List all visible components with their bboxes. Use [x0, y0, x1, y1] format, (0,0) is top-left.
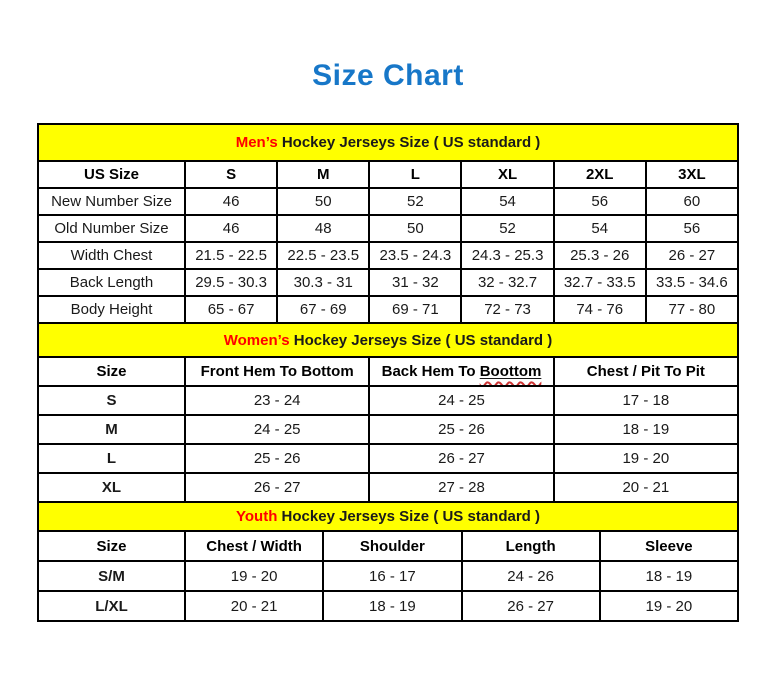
table-row [38, 444, 738, 473]
size-value-cell: 18 - 19 [323, 591, 461, 621]
size-value-cell: 74 - 76 [554, 296, 646, 323]
size-value-cell: 25 - 26 [369, 415, 553, 444]
column-header: Chest / Pit To Pit [554, 357, 738, 386]
size-value-cell: 54 [554, 215, 646, 242]
column-header: 2XL [554, 161, 646, 188]
size-value-cell: 16 - 17 [323, 561, 461, 591]
column-header: XL [461, 161, 553, 188]
section-title-accent: Youth [236, 508, 278, 525]
table-row [38, 215, 738, 242]
section-title-rest: Hockey Jerseys Size ( US standard ) [277, 508, 540, 525]
size-value-cell: 30.3 - 31 [277, 269, 369, 296]
size-value-cell: 26 - 27 [185, 473, 369, 502]
spellcheck-squiggle: Boottom [479, 363, 542, 380]
size-value-cell: 26 - 27 [646, 242, 738, 269]
size-value-cell: 67 - 69 [277, 296, 369, 323]
size-value-cell: 19 - 20 [600, 591, 738, 621]
size-value-cell: 19 - 20 [185, 561, 323, 591]
section-title-accent: Men’s [235, 134, 278, 151]
size-value-cell: 60 [646, 188, 738, 215]
table-womens [37, 322, 739, 503]
row-label: L [38, 444, 185, 473]
size-value-cell: 50 [277, 188, 369, 215]
size-value-cell: 56 [554, 188, 646, 215]
row-label: Old Number Size [38, 215, 185, 242]
column-header: Shoulder [323, 531, 461, 561]
size-value-cell: 27 - 28 [369, 473, 553, 502]
section-title-mens [38, 124, 738, 161]
size-value-cell: 50 [369, 215, 461, 242]
size-value-cell: 26 - 27 [462, 591, 600, 621]
size-value-cell: 21.5 - 22.5 [185, 242, 277, 269]
section-title-rest: Hockey Jerseys Size ( US standard ) [289, 331, 553, 349]
section-band-row-youth [38, 502, 738, 531]
size-value-cell: 65 - 67 [185, 296, 277, 323]
size-value-cell: 25.3 - 26 [554, 242, 646, 269]
size-value-cell: 17 - 18 [554, 386, 738, 415]
size-tables-container [37, 123, 739, 622]
size-value-cell: 20 - 21 [554, 473, 738, 502]
table-row [38, 591, 738, 621]
column-header: Size [38, 357, 185, 386]
column-header: M [277, 161, 369, 188]
size-value-cell: 23.5 - 24.3 [369, 242, 461, 269]
size-value-cell: 24 - 26 [462, 561, 600, 591]
table-row [38, 269, 738, 296]
table-row [38, 561, 738, 591]
size-value-cell: 46 [185, 188, 277, 215]
row-label: Width Chest [38, 242, 185, 269]
header-row-mens [38, 161, 738, 188]
misspelled-word [480, 363, 542, 380]
size-value-cell: 69 - 71 [369, 296, 461, 323]
row-label: Back Length [38, 269, 185, 296]
size-value-cell: 25 - 26 [185, 444, 369, 473]
table-youth [37, 501, 739, 622]
row-label: M [38, 415, 185, 444]
section-title-accent: Women’s [223, 331, 290, 349]
column-header: Back Hem To Boottom [369, 357, 553, 386]
column-header: S [185, 161, 277, 188]
column-header: Size [38, 531, 185, 561]
size-value-cell: 26 - 27 [369, 444, 553, 473]
header-row-youth [38, 531, 738, 561]
row-label: L/XL [38, 591, 185, 621]
table-row [38, 242, 738, 269]
table-row [38, 473, 738, 502]
size-value-cell: 32.7 - 33.5 [554, 269, 646, 296]
size-value-cell: 46 [185, 215, 277, 242]
row-label: S [38, 386, 185, 415]
size-value-cell: 31 - 32 [369, 269, 461, 296]
table-row [38, 188, 738, 215]
size-value-cell: 20 - 21 [185, 591, 323, 621]
size-value-cell: 24 - 25 [185, 415, 369, 444]
size-value-cell: 77 - 80 [646, 296, 738, 323]
row-label: Body Height [38, 296, 185, 323]
size-value-cell: 56 [646, 215, 738, 242]
size-value-cell: 52 [369, 188, 461, 215]
size-value-cell: 18 - 19 [554, 415, 738, 444]
size-value-cell: 23 - 24 [185, 386, 369, 415]
row-label: S/M [38, 561, 185, 591]
size-value-cell: 48 [277, 215, 369, 242]
section-band-row-womens [38, 323, 738, 357]
size-chart-page [37, 0, 739, 622]
column-header: Length [462, 531, 600, 561]
size-value-cell: 29.5 - 30.3 [185, 269, 277, 296]
size-value-cell: 19 - 20 [554, 444, 738, 473]
row-label: XL [38, 473, 185, 502]
column-header: Chest / Width [185, 531, 323, 561]
size-value-cell: 52 [461, 215, 553, 242]
section-title-womens [38, 323, 738, 357]
column-header: Front Hem To Bottom [185, 357, 369, 386]
column-header: L [369, 161, 461, 188]
section-title-youth [38, 502, 738, 531]
column-header: Sleeve [600, 531, 738, 561]
section-title-rest: Hockey Jerseys Size ( US standard ) [277, 134, 541, 151]
table-row [38, 296, 738, 323]
size-value-cell: 18 - 19 [600, 561, 738, 591]
size-value-cell: 24 - 25 [369, 386, 553, 415]
size-value-cell: 22.5 - 23.5 [277, 242, 369, 269]
column-header: 3XL [646, 161, 738, 188]
size-value-cell: 33.5 - 34.6 [646, 269, 738, 296]
table-mens [37, 123, 739, 324]
size-value-cell: 24.3 - 25.3 [461, 242, 553, 269]
table-row [38, 415, 738, 444]
column-header: US Size [38, 161, 185, 188]
section-band-row-mens [38, 124, 738, 161]
table-row [38, 386, 738, 415]
row-label: New Number Size [38, 188, 185, 215]
page-title: Size Chart [312, 59, 464, 92]
size-value-cell: 32 - 32.7 [461, 269, 553, 296]
size-value-cell: 72 - 73 [461, 296, 553, 323]
header-row-womens [38, 357, 738, 386]
size-value-cell: 54 [461, 188, 553, 215]
